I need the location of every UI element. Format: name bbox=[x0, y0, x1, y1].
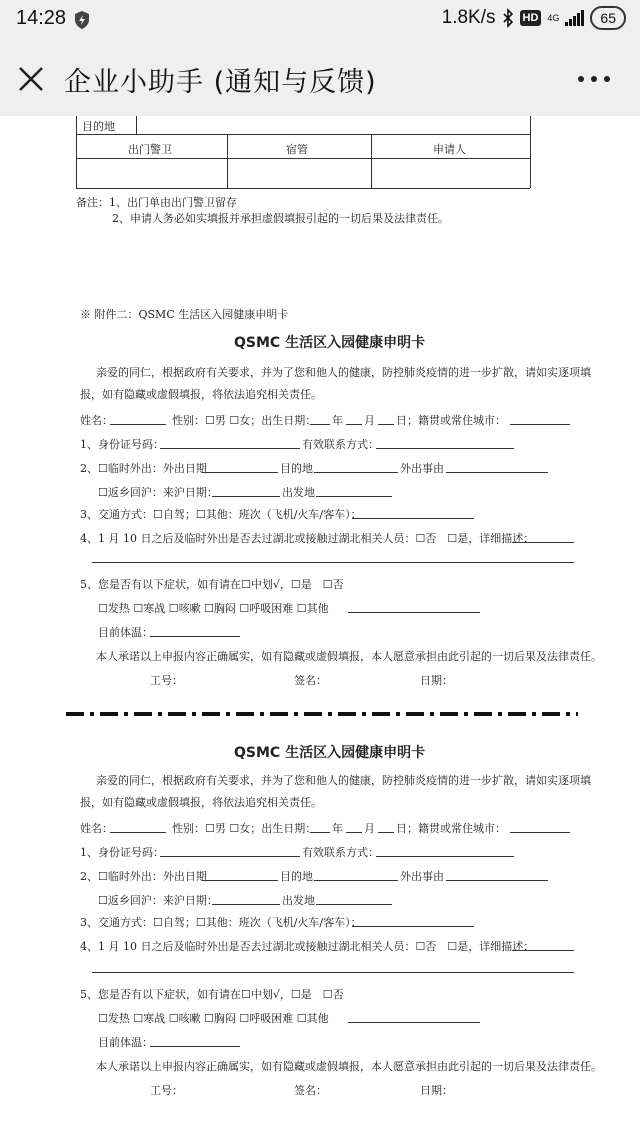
pledge-text: 本人承诺以上申报内容正确属实，如有隐藏或虚假填报，本人愿意承担由此引起的一切后果及法律责任。 bbox=[96, 1060, 602, 1073]
table-border-left bbox=[76, 116, 77, 188]
origin-label: 出发地 bbox=[282, 894, 315, 907]
title-bar bbox=[0, 40, 640, 116]
temp-input[interactable] bbox=[150, 1046, 240, 1047]
month-label: 月 bbox=[364, 822, 375, 835]
hometown-input[interactable] bbox=[510, 424, 570, 425]
more-icon[interactable] bbox=[578, 76, 610, 82]
gender-label: 性别：☐男 ☐女；出生日期： bbox=[172, 822, 317, 835]
symptom-other-input[interactable] bbox=[348, 612, 480, 613]
contact-label: 有效联系方式： bbox=[302, 846, 379, 859]
table-col-line bbox=[227, 134, 228, 188]
symptom-options[interactable]: ☐发热 ☐寒战 ☐咳嗽 ☐胸闷 ☐呼吸困难 ☐其他 bbox=[98, 602, 329, 615]
contact-label: 有效联系方式： bbox=[302, 438, 379, 451]
table-border-right bbox=[530, 116, 531, 188]
hd-badge: HD bbox=[520, 10, 542, 26]
temp-input[interactable] bbox=[150, 636, 240, 637]
card-intro-2: 报，如有隐藏或虚假填报，将依法追究相关责任。 bbox=[80, 796, 322, 809]
birth-year-input[interactable] bbox=[310, 424, 330, 425]
note-line-2: 2、申请人务必如实填报并承担虚假填报引起的一切后果及法律责任。 bbox=[112, 212, 449, 225]
contact-input[interactable] bbox=[376, 856, 514, 857]
return-label: ☐返乡回沪：来沪日期： bbox=[98, 486, 218, 499]
symptom-label: 5、您是否有以下症状，如有请在☐中划√，☐是 ☐否 bbox=[80, 578, 344, 591]
transport-label: 3、交通方式：☐自驾；☐其他：班次（飞机/火车/客车）： bbox=[80, 916, 362, 929]
id-input[interactable] bbox=[160, 448, 300, 449]
document-view[interactable] bbox=[0, 116, 640, 1138]
trip-date-input[interactable] bbox=[202, 880, 278, 881]
sign-id-label: 工号： bbox=[150, 674, 183, 687]
symptom-other-input[interactable] bbox=[348, 1022, 480, 1023]
bluetooth-icon bbox=[502, 8, 514, 28]
transport-input[interactable] bbox=[352, 518, 474, 519]
table-col-line bbox=[371, 134, 372, 188]
table-destination-label: 目的地 bbox=[82, 120, 115, 133]
network-type: 4G bbox=[547, 12, 560, 23]
status-bar bbox=[0, 0, 640, 40]
table-cell-divider bbox=[136, 116, 137, 134]
origin-input[interactable] bbox=[316, 904, 392, 905]
trip-dest-label: 目的地 bbox=[280, 870, 313, 883]
card-intro-1: 亲爱的同仁，根据政府有关要求，并为了您和他人的健康，防控肺炎疫情的进一步扩散，请如实逐项填 bbox=[96, 366, 591, 379]
signal-icon bbox=[565, 10, 584, 26]
sign-name-label: 签名： bbox=[294, 1084, 327, 1097]
hubei-label: 4、1 月 10 日之后及临时外出是否去过湖北或接触过湖北相关人员：☐否 ☐是，详细描述： bbox=[80, 532, 535, 545]
trip-label: 2、☐临时外出：外出日期 bbox=[80, 870, 207, 883]
name-input[interactable] bbox=[110, 424, 166, 425]
year-label: 年 bbox=[332, 414, 343, 427]
trip-dest-label: 目的地 bbox=[280, 462, 313, 475]
trip-reason-input[interactable] bbox=[446, 472, 548, 473]
trip-label: 2、☐临时外出：外出日期 bbox=[80, 462, 207, 475]
month-label: 月 bbox=[364, 414, 375, 427]
cut-line-divider bbox=[66, 712, 578, 716]
trip-reason-label: 外出事由 bbox=[400, 870, 444, 883]
name-label: 姓名： bbox=[80, 414, 113, 427]
birth-day-input[interactable] bbox=[378, 832, 394, 833]
origin-label: 出发地 bbox=[282, 486, 315, 499]
sign-id-label: 工号： bbox=[150, 1084, 183, 1097]
hubei-detail-input-2[interactable] bbox=[92, 562, 574, 563]
id-input[interactable] bbox=[160, 856, 300, 857]
hubei-detail-input[interactable] bbox=[512, 542, 574, 543]
trip-date-input[interactable] bbox=[202, 472, 278, 473]
page-title: 企业小助手 (通知与反馈) bbox=[64, 67, 377, 98]
sign-date-label: 日期： bbox=[420, 674, 453, 687]
name-label: 姓名： bbox=[80, 822, 113, 835]
table-header-applicant: 申请人 bbox=[433, 143, 466, 156]
origin-input[interactable] bbox=[316, 496, 392, 497]
card-intro-2: 报，如有隐藏或虚假填报，将依法追究相关责任。 bbox=[80, 388, 322, 401]
shield-icon bbox=[73, 10, 91, 30]
network-speed: 1.8K/s bbox=[441, 7, 496, 28]
sign-name-label: 签名： bbox=[294, 674, 327, 687]
table-header-guard: 出门警卫 bbox=[128, 143, 172, 156]
status-right bbox=[442, 6, 626, 30]
return-date-input[interactable] bbox=[212, 904, 280, 905]
trip-dest-input[interactable] bbox=[314, 880, 398, 881]
status-time: 14:28 bbox=[16, 7, 67, 29]
day-label: 日；籍贯或常住城市： bbox=[396, 414, 506, 427]
contact-input[interactable] bbox=[376, 448, 514, 449]
trip-dest-input[interactable] bbox=[314, 472, 398, 473]
hubei-detail-input-2[interactable] bbox=[92, 972, 574, 973]
trip-reason-label: 外出事由 bbox=[400, 462, 444, 475]
symptom-label: 5、您是否有以下症状，如有请在☐中划√，☐是 ☐否 bbox=[80, 988, 344, 1001]
table-row-line bbox=[76, 158, 530, 159]
sign-date-label: 日期： bbox=[420, 1084, 453, 1097]
hometown-input[interactable] bbox=[510, 832, 570, 833]
note-line-1: 备注：1、出门单由出门警卫留存 bbox=[76, 196, 237, 209]
gender-label: 性别：☐男 ☐女；出生日期： bbox=[172, 414, 317, 427]
attachment-label: ※ 附件二：QSMC 生活区入园健康申明卡 bbox=[80, 308, 289, 321]
temp-label: 目前体温： bbox=[98, 626, 153, 639]
year-label: 年 bbox=[332, 822, 343, 835]
temp-label: 目前体温： bbox=[98, 1036, 153, 1049]
hubei-label: 4、1 月 10 日之后及临时外出是否去过湖北或接触过湖北相关人员：☐否 ☐是，详细描述： bbox=[80, 940, 535, 953]
trip-reason-input[interactable] bbox=[446, 880, 548, 881]
day-label: 日；籍贯或常住城市： bbox=[396, 822, 506, 835]
symptom-options[interactable]: ☐发热 ☐寒战 ☐咳嗽 ☐胸闷 ☐呼吸困难 ☐其他 bbox=[98, 1012, 329, 1025]
card-title: QSMC 生活区入园健康申明卡 bbox=[234, 335, 426, 351]
pledge-text: 本人承诺以上申报内容正确属实，如有隐藏或虚假填报，本人愿意承担由此引起的一切后果及法律责任。 bbox=[96, 650, 602, 663]
name-input[interactable] bbox=[110, 832, 166, 833]
card-title: QSMC 生活区入园健康申明卡 bbox=[234, 745, 426, 761]
table-header-dorm: 宿管 bbox=[286, 143, 308, 156]
transport-input[interactable] bbox=[352, 926, 474, 927]
hubei-detail-input[interactable] bbox=[512, 950, 574, 951]
birth-month-input[interactable] bbox=[346, 832, 362, 833]
close-icon[interactable] bbox=[16, 64, 46, 94]
card-intro-1: 亲爱的同仁，根据政府有关要求，并为了您和他人的健康，防控肺炎疫情的进一步扩散，请如实逐项填 bbox=[96, 774, 591, 787]
table-row-line bbox=[76, 188, 530, 189]
battery-icon: 65 bbox=[590, 6, 626, 30]
id-label: 1、身份证号码： bbox=[80, 438, 164, 451]
birth-year-input[interactable] bbox=[310, 832, 330, 833]
transport-label: 3、交通方式：☐自驾；☐其他：班次（飞机/火车/客车）： bbox=[80, 508, 362, 521]
return-label: ☐返乡回沪：来沪日期： bbox=[98, 894, 218, 907]
table-row-line bbox=[76, 134, 530, 135]
birth-month-input[interactable] bbox=[346, 424, 362, 425]
birth-day-input[interactable] bbox=[378, 424, 394, 425]
return-date-input[interactable] bbox=[212, 496, 280, 497]
id-label: 1、身份证号码： bbox=[80, 846, 164, 859]
